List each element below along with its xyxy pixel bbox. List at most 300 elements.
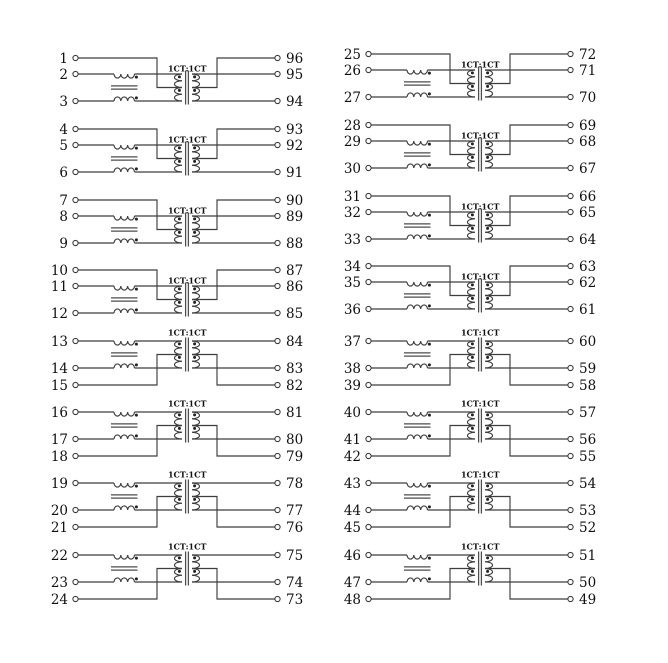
pin-label: 56 — [579, 432, 597, 448]
polarity-dot — [193, 287, 196, 290]
pin-terminal — [366, 409, 371, 414]
pin-label: 95 — [286, 67, 304, 83]
polarity-dot — [135, 577, 138, 580]
pin-terminal — [73, 310, 78, 315]
pin-label: 84 — [286, 334, 304, 350]
pin-terminal — [366, 193, 371, 198]
transformer-core — [479, 409, 482, 443]
pin-terminal — [275, 55, 280, 60]
pin-label: 70 — [579, 90, 597, 106]
transformer-unit — [344, 118, 596, 177]
polarity-dot — [428, 414, 431, 417]
polarity-dot — [193, 89, 196, 92]
pin-label: 52 — [579, 520, 597, 536]
polarity-dot — [178, 75, 181, 78]
transformer-unit — [59, 51, 303, 110]
pin-terminal — [568, 67, 573, 72]
polarity-dot — [193, 217, 196, 220]
transformer-unit — [344, 399, 596, 466]
pin-terminal — [73, 596, 78, 601]
pin-terminal — [366, 51, 371, 56]
pin-terminal — [275, 436, 280, 441]
polarity-dot — [471, 484, 474, 487]
polarity-dot — [178, 570, 181, 573]
pin-terminal — [275, 480, 280, 485]
polarity-dot — [486, 498, 489, 501]
turns-ratio-label: 1CT:1CT — [167, 469, 207, 480]
turns-ratio-label: 1CT:1CT — [167, 205, 207, 216]
pin-terminal — [568, 236, 573, 241]
pin-terminal — [73, 338, 78, 343]
pin-terminal — [73, 436, 78, 441]
pin-terminal — [366, 524, 371, 529]
transformer-core — [186, 480, 189, 514]
pin-label: 49 — [579, 592, 597, 608]
pin-label: 12 — [50, 306, 68, 322]
choke-core — [111, 567, 138, 570]
polarity-dot — [178, 146, 181, 149]
pin-terminal — [275, 98, 280, 103]
pin-label: 13 — [50, 334, 68, 350]
transformer-core — [186, 283, 189, 317]
choke-core — [111, 86, 138, 89]
pin-label: 5 — [59, 138, 68, 154]
wire — [371, 483, 567, 527]
choke-core — [111, 228, 138, 231]
pin-label: 86 — [286, 279, 304, 295]
polarity-dot — [486, 356, 489, 359]
pin-label: 17 — [50, 432, 68, 448]
pin-terminal — [73, 267, 78, 272]
choke-coil — [407, 483, 427, 510]
choke-core — [404, 82, 431, 85]
pin-label: 78 — [286, 476, 304, 492]
polarity-dot — [428, 284, 431, 287]
choke-coil — [114, 286, 134, 313]
pin-label: 92 — [286, 138, 304, 154]
turns-ratio-label: 1CT:1CT — [460, 201, 500, 212]
pin-terminal — [275, 240, 280, 245]
pin-terminal — [568, 94, 573, 99]
choke-coil — [114, 74, 134, 101]
transformer-unit — [59, 193, 303, 252]
transformer-core — [186, 409, 189, 443]
polarity-dot — [428, 163, 431, 166]
pin-label: 80 — [286, 432, 304, 448]
pin-terminal — [366, 279, 371, 284]
transformer-unit — [344, 259, 596, 318]
choke-core — [111, 298, 138, 301]
polarity-dot — [135, 343, 138, 346]
polarity-dot — [471, 556, 474, 559]
choke-core — [404, 153, 431, 156]
polarity-dot — [135, 76, 138, 79]
pin-label: 96 — [286, 51, 304, 67]
polarity-dot — [486, 142, 489, 145]
pin-label: 11 — [50, 279, 68, 295]
pin-label: 88 — [286, 236, 304, 252]
turns-ratio-label: 1CT:1CT — [460, 541, 500, 552]
transformer-core — [479, 480, 482, 514]
pin-terminal — [275, 126, 280, 131]
turns-ratio-label: 1CT:1CT — [460, 327, 500, 338]
pin-terminal — [568, 453, 573, 458]
pin-label: 7 — [59, 193, 68, 209]
polarity-dot — [178, 160, 181, 163]
pin-label: 29 — [343, 134, 361, 150]
turns-ratio-label: 1CT:1CT — [167, 275, 207, 286]
polarity-dot — [193, 146, 196, 149]
choke-core — [404, 495, 431, 498]
pin-terminal — [568, 524, 573, 529]
pin-terminal — [568, 507, 573, 512]
pin-label: 64 — [579, 232, 597, 248]
pin-terminal — [366, 507, 371, 512]
choke-core — [111, 495, 138, 498]
pin-terminal — [568, 480, 573, 485]
pin-label: 40 — [343, 405, 361, 421]
pin-label: 38 — [343, 361, 361, 377]
pin-terminal — [73, 480, 78, 485]
polarity-dot — [178, 413, 181, 416]
polarity-dot — [135, 238, 138, 241]
polarity-dot — [428, 234, 431, 237]
transformer-core — [479, 209, 482, 243]
polarity-dot — [471, 297, 474, 300]
choke-coil — [407, 341, 427, 368]
polarity-dot — [428, 92, 431, 95]
transformer-core — [479, 138, 482, 172]
pin-terminal — [275, 524, 280, 529]
pin-label: 28 — [343, 118, 361, 134]
polarity-dot — [486, 413, 489, 416]
polarity-dot — [486, 283, 489, 286]
choke-core — [111, 424, 138, 427]
pin-terminal — [568, 279, 573, 284]
choke-core — [111, 353, 138, 356]
polarity-dot — [428, 434, 431, 437]
pin-label: 81 — [286, 405, 304, 421]
pin-terminal — [568, 193, 573, 198]
pin-label: 91 — [286, 165, 304, 181]
pin-terminal — [73, 409, 78, 414]
polarity-dot — [486, 71, 489, 74]
wire — [371, 412, 567, 456]
pin-terminal — [568, 263, 573, 268]
polarity-dot — [471, 570, 474, 573]
pin-label: 30 — [343, 161, 361, 177]
pin-terminal — [568, 51, 573, 56]
pin-terminal — [366, 209, 371, 214]
wire — [371, 341, 567, 385]
pin-label: 67 — [579, 161, 597, 177]
polarity-dot — [486, 213, 489, 216]
pin-terminal — [366, 365, 371, 370]
pin-label: 72 — [579, 47, 597, 63]
pin-label: 27 — [343, 90, 361, 106]
turns-ratio-label: 1CT:1CT — [460, 469, 500, 480]
polarity-dot — [193, 75, 196, 78]
pin-label: 3 — [59, 94, 68, 110]
transformer-unit — [344, 47, 596, 106]
polarity-dot — [428, 343, 431, 346]
transformer-core — [186, 142, 189, 176]
pin-label: 53 — [579, 503, 597, 519]
pin-label: 58 — [579, 378, 597, 394]
polarity-dot — [135, 167, 138, 170]
polarity-dot — [193, 413, 196, 416]
pin-terminal — [73, 552, 78, 557]
pin-terminal — [568, 436, 573, 441]
pin-terminal — [73, 55, 78, 60]
polarity-dot — [486, 227, 489, 230]
transformer-unit — [344, 470, 596, 537]
pin-terminal — [275, 507, 280, 512]
transformer-unit — [344, 328, 596, 395]
transformer-unit — [344, 542, 596, 609]
pin-terminal — [275, 453, 280, 458]
polarity-dot — [486, 570, 489, 573]
pin-label: 85 — [286, 306, 304, 322]
pin-terminal — [366, 67, 371, 72]
pin-label: 36 — [343, 302, 361, 318]
pin-label: 60 — [579, 334, 597, 350]
pin-terminal — [275, 338, 280, 343]
choke-coil — [407, 282, 427, 309]
pin-terminal — [568, 209, 573, 214]
pin-terminal — [275, 409, 280, 414]
pin-label: 22 — [50, 548, 68, 564]
pin-terminal — [568, 338, 573, 343]
pin-label: 71 — [579, 63, 597, 79]
pin-label: 51 — [579, 548, 597, 564]
transformer-unit — [51, 470, 303, 537]
polarity-dot — [471, 356, 474, 359]
polarity-dot — [135, 557, 138, 560]
pin-label: 47 — [343, 575, 361, 591]
transformer-core — [479, 67, 482, 101]
polarity-dot — [135, 434, 138, 437]
pin-label: 31 — [343, 189, 361, 205]
polarity-dot — [428, 485, 431, 488]
polarity-dot — [471, 142, 474, 145]
polarity-dot — [135, 288, 138, 291]
choke-coil — [407, 212, 427, 239]
polarity-dot — [486, 427, 489, 430]
pin-terminal — [73, 507, 78, 512]
pin-label: 94 — [286, 94, 304, 110]
pin-label: 62 — [579, 275, 597, 291]
polarity-dot — [178, 342, 181, 345]
polarity-dot — [193, 356, 196, 359]
pin-terminal — [568, 409, 573, 414]
pin-label: 35 — [343, 275, 361, 291]
transformer-core — [479, 338, 482, 372]
pin-terminal — [275, 283, 280, 288]
transformer-core — [479, 279, 482, 313]
pin-label: 55 — [579, 449, 597, 465]
pin-label: 37 — [343, 334, 361, 350]
polarity-dot — [193, 301, 196, 304]
pin-terminal — [366, 338, 371, 343]
pin-label: 50 — [579, 575, 597, 591]
pin-label: 63 — [579, 259, 597, 275]
pin-terminal — [73, 524, 78, 529]
pin-terminal — [366, 552, 371, 557]
polarity-dot — [471, 342, 474, 345]
pin-terminal — [366, 236, 371, 241]
polarity-dot — [471, 213, 474, 216]
choke-coil — [407, 412, 427, 439]
turns-ratio-label: 1CT:1CT — [167, 541, 207, 552]
polarity-dot — [135, 147, 138, 150]
pin-terminal — [568, 122, 573, 127]
polarity-dot — [486, 297, 489, 300]
pin-terminal — [366, 382, 371, 387]
choke-coil — [407, 141, 427, 168]
polarity-dot — [471, 227, 474, 230]
polarity-dot — [471, 283, 474, 286]
choke-coil — [114, 341, 134, 368]
polarity-dot — [486, 85, 489, 88]
wire — [78, 412, 274, 456]
polarity-dot — [471, 427, 474, 430]
choke-core — [404, 567, 431, 570]
pin-label: 93 — [286, 122, 304, 138]
pin-terminal — [275, 267, 280, 272]
choke-core — [404, 424, 431, 427]
pin-label: 23 — [50, 575, 68, 591]
pin-terminal — [73, 71, 78, 76]
choke-core — [111, 157, 138, 160]
polarity-dot — [486, 156, 489, 159]
polarity-dot — [178, 287, 181, 290]
polarity-dot — [471, 498, 474, 501]
pin-label: 73 — [286, 592, 304, 608]
pin-label: 74 — [286, 575, 304, 591]
polarity-dot — [193, 427, 196, 430]
pin-terminal — [568, 138, 573, 143]
pin-terminal — [568, 365, 573, 370]
polarity-dot — [428, 304, 431, 307]
transformer-core — [186, 71, 189, 105]
pin-terminal — [366, 436, 371, 441]
polarity-dot — [193, 231, 196, 234]
pin-terminal — [73, 453, 78, 458]
pin-label: 83 — [286, 361, 304, 377]
pin-label: 41 — [343, 432, 361, 448]
turns-ratio-label: 1CT:1CT — [460, 271, 500, 282]
pin-label: 43 — [343, 476, 361, 492]
transformer-unit — [51, 328, 303, 395]
pin-label: 76 — [286, 520, 304, 536]
turns-ratio-label: 1CT:1CT — [460, 59, 500, 70]
pin-label: 90 — [286, 193, 304, 209]
pin-label: 66 — [579, 189, 597, 205]
transformer-core — [186, 213, 189, 247]
transformer-core — [186, 552, 189, 586]
pin-label: 1 — [59, 51, 68, 67]
choke-coil — [114, 145, 134, 172]
polarity-dot — [471, 156, 474, 159]
polarity-dot — [471, 413, 474, 416]
wire — [371, 555, 567, 599]
pin-label: 59 — [579, 361, 597, 377]
pin-label: 21 — [50, 520, 68, 536]
polarity-dot — [135, 485, 138, 488]
pin-label: 39 — [343, 378, 361, 394]
pin-label: 2 — [59, 67, 68, 83]
pin-label: 6 — [59, 165, 68, 181]
polarity-dot — [178, 484, 181, 487]
pin-terminal — [275, 552, 280, 557]
pin-label: 82 — [286, 378, 304, 394]
polarity-dot — [428, 143, 431, 146]
choke-coil — [114, 412, 134, 439]
pin-label: 4 — [59, 122, 68, 138]
transformer-core — [186, 338, 189, 372]
pin-terminal — [366, 263, 371, 268]
pin-label: 9 — [59, 236, 68, 252]
polarity-dot — [428, 557, 431, 560]
polarity-dot — [193, 498, 196, 501]
pin-label: 48 — [343, 592, 361, 608]
polarity-dot — [178, 356, 181, 359]
pin-terminal — [568, 306, 573, 311]
turns-ratio-label: 1CT:1CT — [460, 130, 500, 141]
pin-terminal — [73, 197, 78, 202]
choke-coil — [114, 216, 134, 243]
turns-ratio-label: 1CT:1CT — [167, 134, 207, 145]
pin-terminal — [73, 98, 78, 103]
polarity-dot — [486, 342, 489, 345]
pin-terminal — [275, 169, 280, 174]
polarity-dot — [193, 556, 196, 559]
polarity-dot — [428, 363, 431, 366]
turns-ratio-label: 1CT:1CT — [167, 63, 207, 74]
pin-label: 79 — [286, 449, 304, 465]
polarity-dot — [178, 231, 181, 234]
pin-label: 20 — [50, 503, 68, 519]
polarity-dot — [135, 505, 138, 508]
pin-terminal — [73, 169, 78, 174]
pin-terminal — [366, 480, 371, 485]
pin-terminal — [568, 165, 573, 170]
polarity-dot — [135, 363, 138, 366]
pin-terminal — [568, 382, 573, 387]
pin-label: 42 — [343, 449, 361, 465]
choke-coil — [114, 483, 134, 510]
pin-label: 46 — [343, 548, 361, 564]
pin-terminal — [73, 126, 78, 131]
pin-terminal — [275, 596, 280, 601]
pin-label: 45 — [343, 520, 361, 536]
pin-terminal — [73, 382, 78, 387]
polarity-dot — [193, 570, 196, 573]
pin-terminal — [568, 552, 573, 557]
choke-core — [404, 294, 431, 297]
pin-terminal — [366, 138, 371, 143]
pin-label: 68 — [579, 134, 597, 150]
pin-label: 18 — [50, 449, 68, 465]
pin-label: 34 — [343, 259, 361, 275]
pin-label: 24 — [50, 592, 68, 608]
choke-core — [404, 353, 431, 356]
pin-terminal — [366, 122, 371, 127]
turns-ratio-label: 1CT:1CT — [167, 327, 207, 338]
pin-terminal — [366, 306, 371, 311]
wire — [78, 341, 274, 385]
